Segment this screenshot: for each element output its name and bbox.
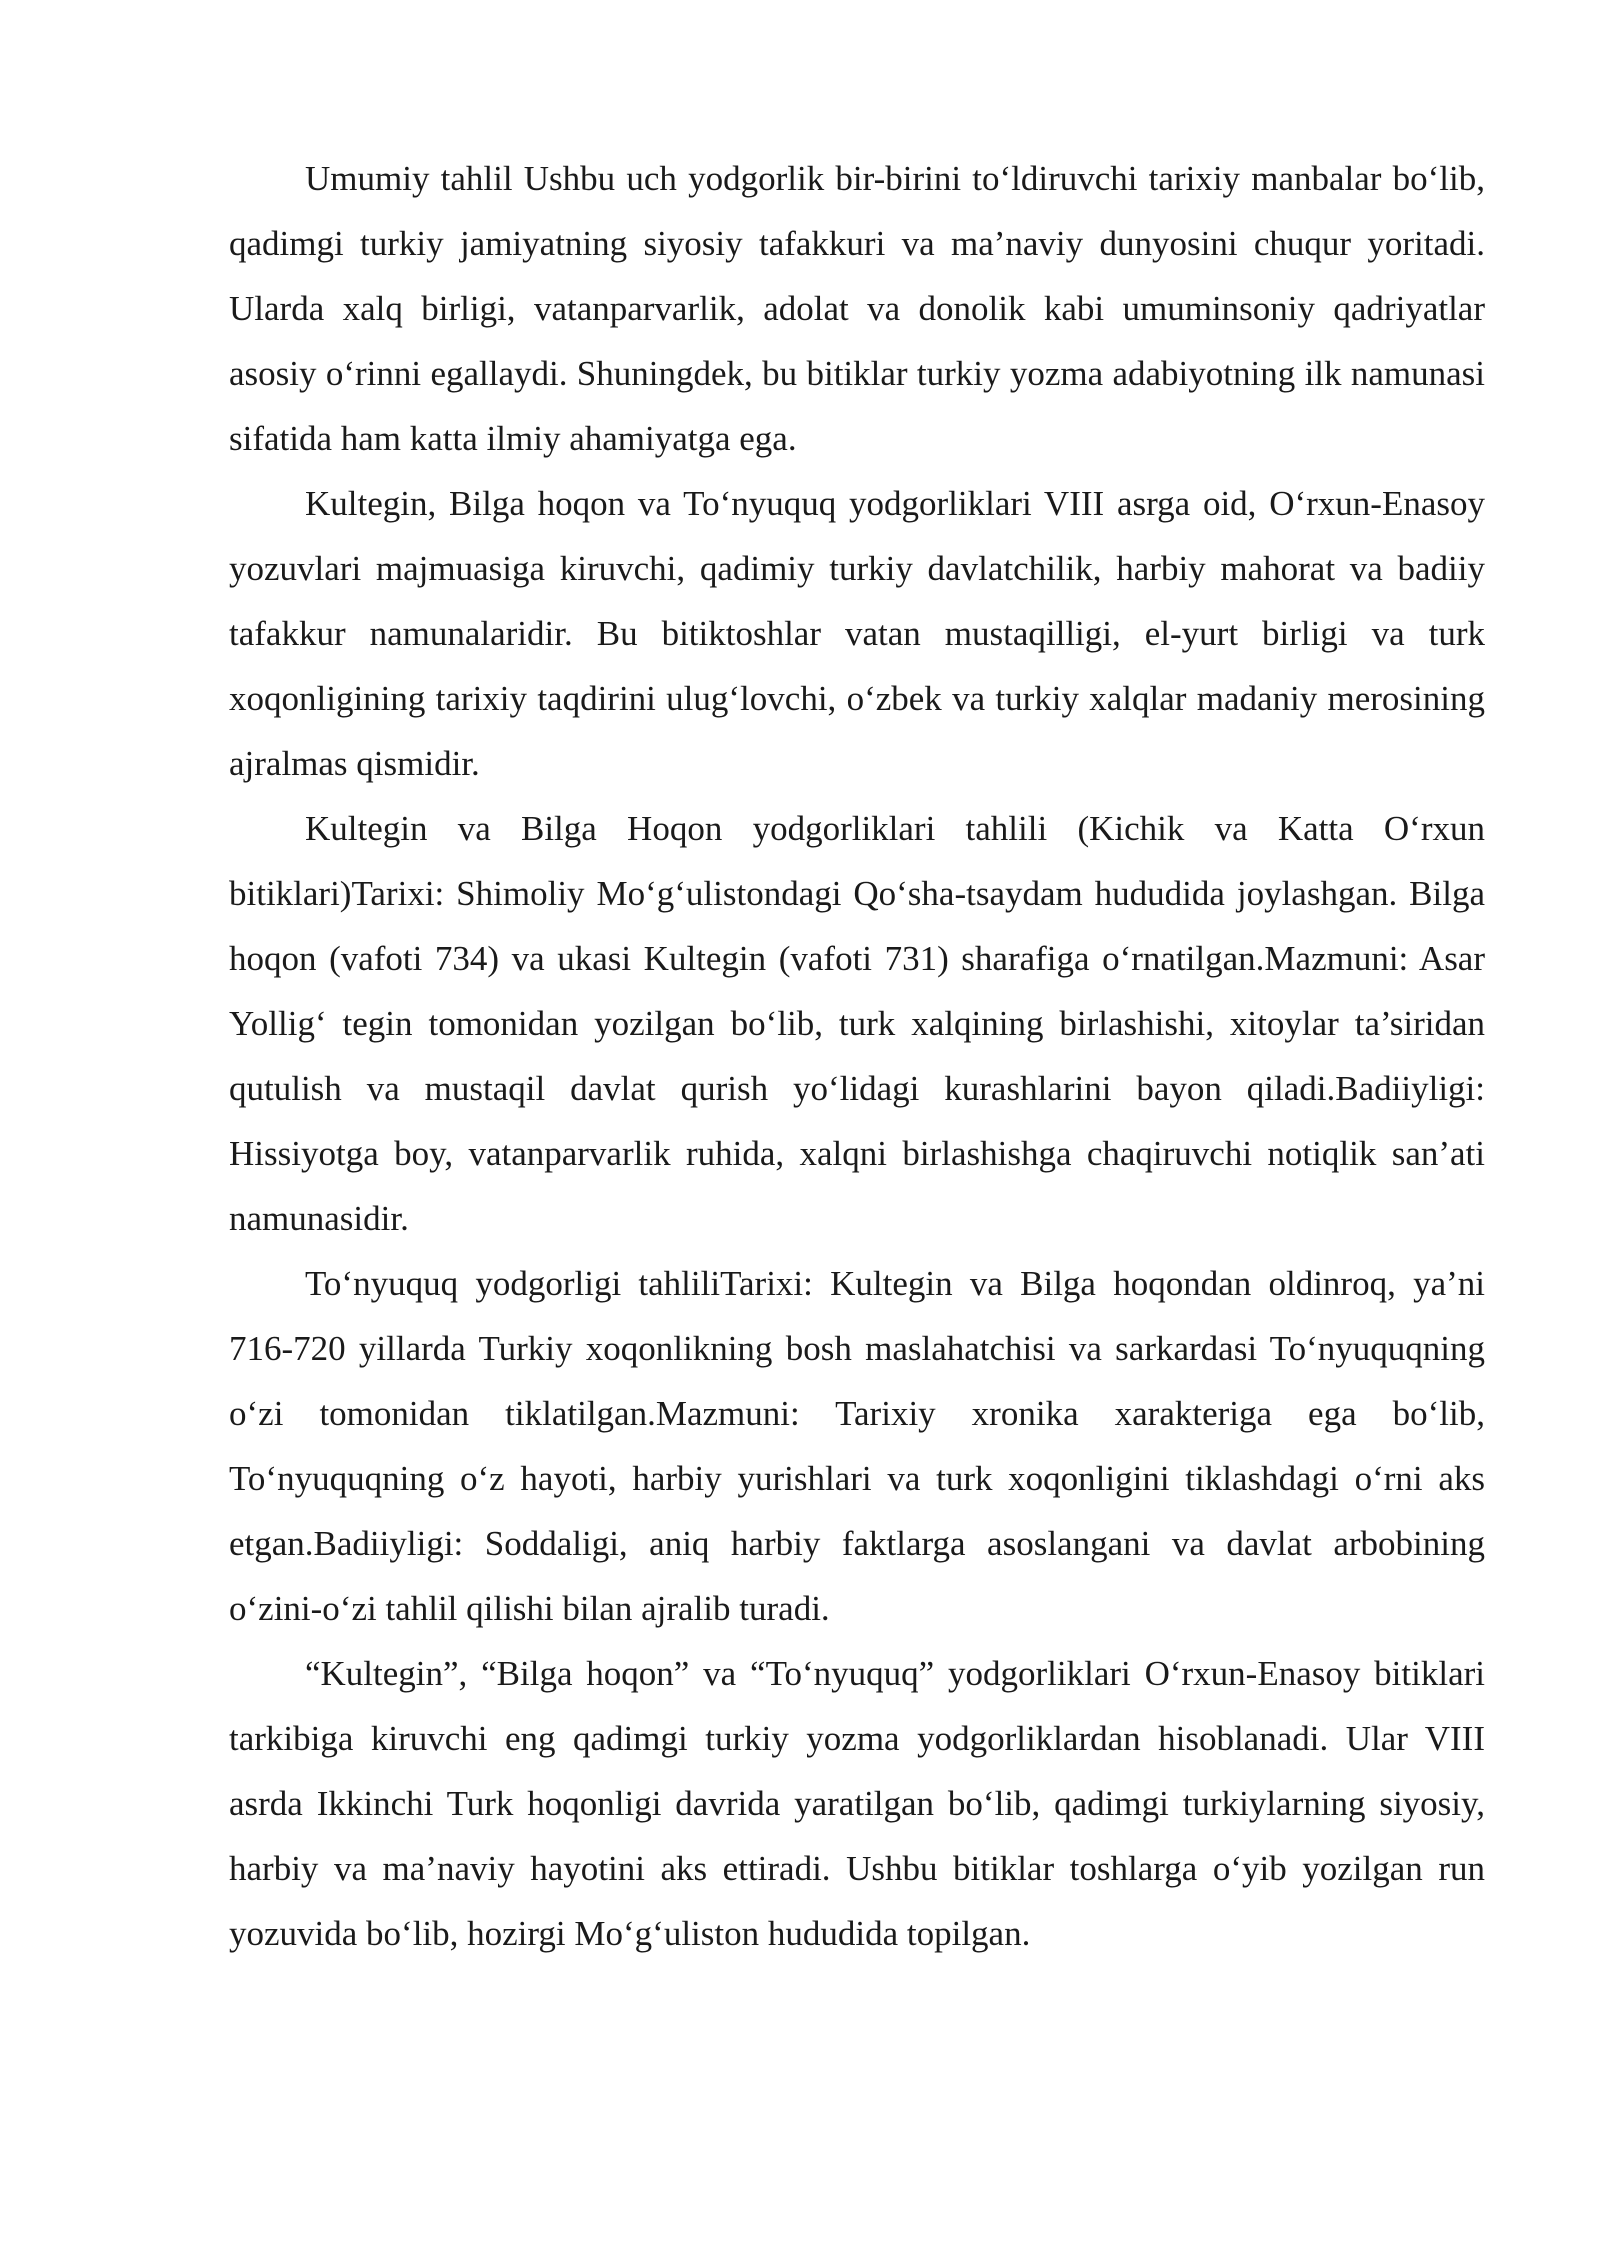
paragraph-tonyuquq-analysis: To‘nyuquq yodgorligi tahliliTarixi: Kultegin va Bilga hoqondan oldinroq, ya’ni 716-720 yillarda Turkiy xoqonlikning bosh maslahatchisi va sarkardasi To‘nyuquqning o‘zi tomonidan tiklatilgan.Mazmuni: Tarixiy xronika xarakteriga ega bo‘lib, To‘nyuquqning o‘z hayoti, harbiy yurishlari va turk xoqonligini tiklashdagi o‘rni aks etgan.Badiiyligi: Soddaligi, aniq harbiy faktlarga asoslangani va davlat arbobining o‘zini-o‘zi tahlil qilishi bilan ajralib turadi. — [229, 1264, 1485, 1628]
paragraph-kultegin-bilga-analysis: Kultegin va Bilga Hoqon yodgorliklari tahlili (Kichik va Katta O‘rxun bitiklari)Tarixi: Shimoliy Mo‘g‘ulistondagi Qo‘sha-tsaydam hududida joylashgan. Bilga hoqon (vafoti 734) va ukasi Kultegin (vafoti 731) sharafiga o‘rnatilgan.Mazmuni: Asar Yollig‘ tegin tomonidan yozilgan bo‘lib, turk xalqining birlashishi, xitoylar ta’siridan qutulish va mustaqil davlat qurish yo‘lidagi kurashlarini bayon qiladi.Badiiyligi: Hissiyotga boy, vatanparvarlik ruhida, xalqni birlashishga chaqiruvchi notiqlik san’ati namunasidir. — [229, 809, 1485, 1238]
document-body — [229, 146, 1485, 1966]
paragraph-monuments-overview: Kultegin, Bilga hoqon va To‘nyuquq yodgorliklari VIII asrga oid, O‘rxun-Enasoy yozuvlari majmuasiga kiruvchi, qadimiy turkiy davlatchilik, harbiy mahorat va badiiy tafakkur namunalaridir. Bu bitiktoshlar vatan mustaqilligi, el-yurt birligi va turk xoqonligining tarixiy taqdirini ulug‘lovchi, o‘zbek va turkiy xalqlar madaniy merosining ajralmas qismidir. — [229, 484, 1485, 783]
paragraph-summary: Umumiy tahlil Ushbu uch yodgorlik bir-birini to‘ldiruvchi tarixiy manbalar bo‘lib, qadimgi turkiy jamiyatning siyosiy tafakkuri va ma’naviy dunyosini chuqur yoritadi. Ularda xalq birligi, vatanparvarlik, adolat va donolik kabi umuminsoniy qadriyatlar asosiy o‘rinni egallaydi. Shuningdek, bu bitiklar turkiy yozma adabiyotning ilk namunasi sifatida ham katta ilmiy ahamiyatga ega. — [229, 159, 1485, 458]
paragraph-orkhon-yenisei-origin: “Kultegin”, “Bilga hoqon” va “To‘nyuquq” yodgorliklari O‘rxun-Enasoy bitiklari tarkibiga kiruvchi eng qadimgi turkiy yozma yodgorliklardan hisoblanadi. Ular VIII asrda Ikkinchi Turk hoqonligi davrida yaratilgan bo‘lib, qadimgi turkiylarning siyosiy, harbiy va ma’naviy hayotini aks ettiradi. Ushbu bitiklar toshlarga o‘yib yozilgan run yozuvida bo‘lib, hozirgi Mo‘g‘uliston hududida topilgan. — [229, 1654, 1485, 1953]
